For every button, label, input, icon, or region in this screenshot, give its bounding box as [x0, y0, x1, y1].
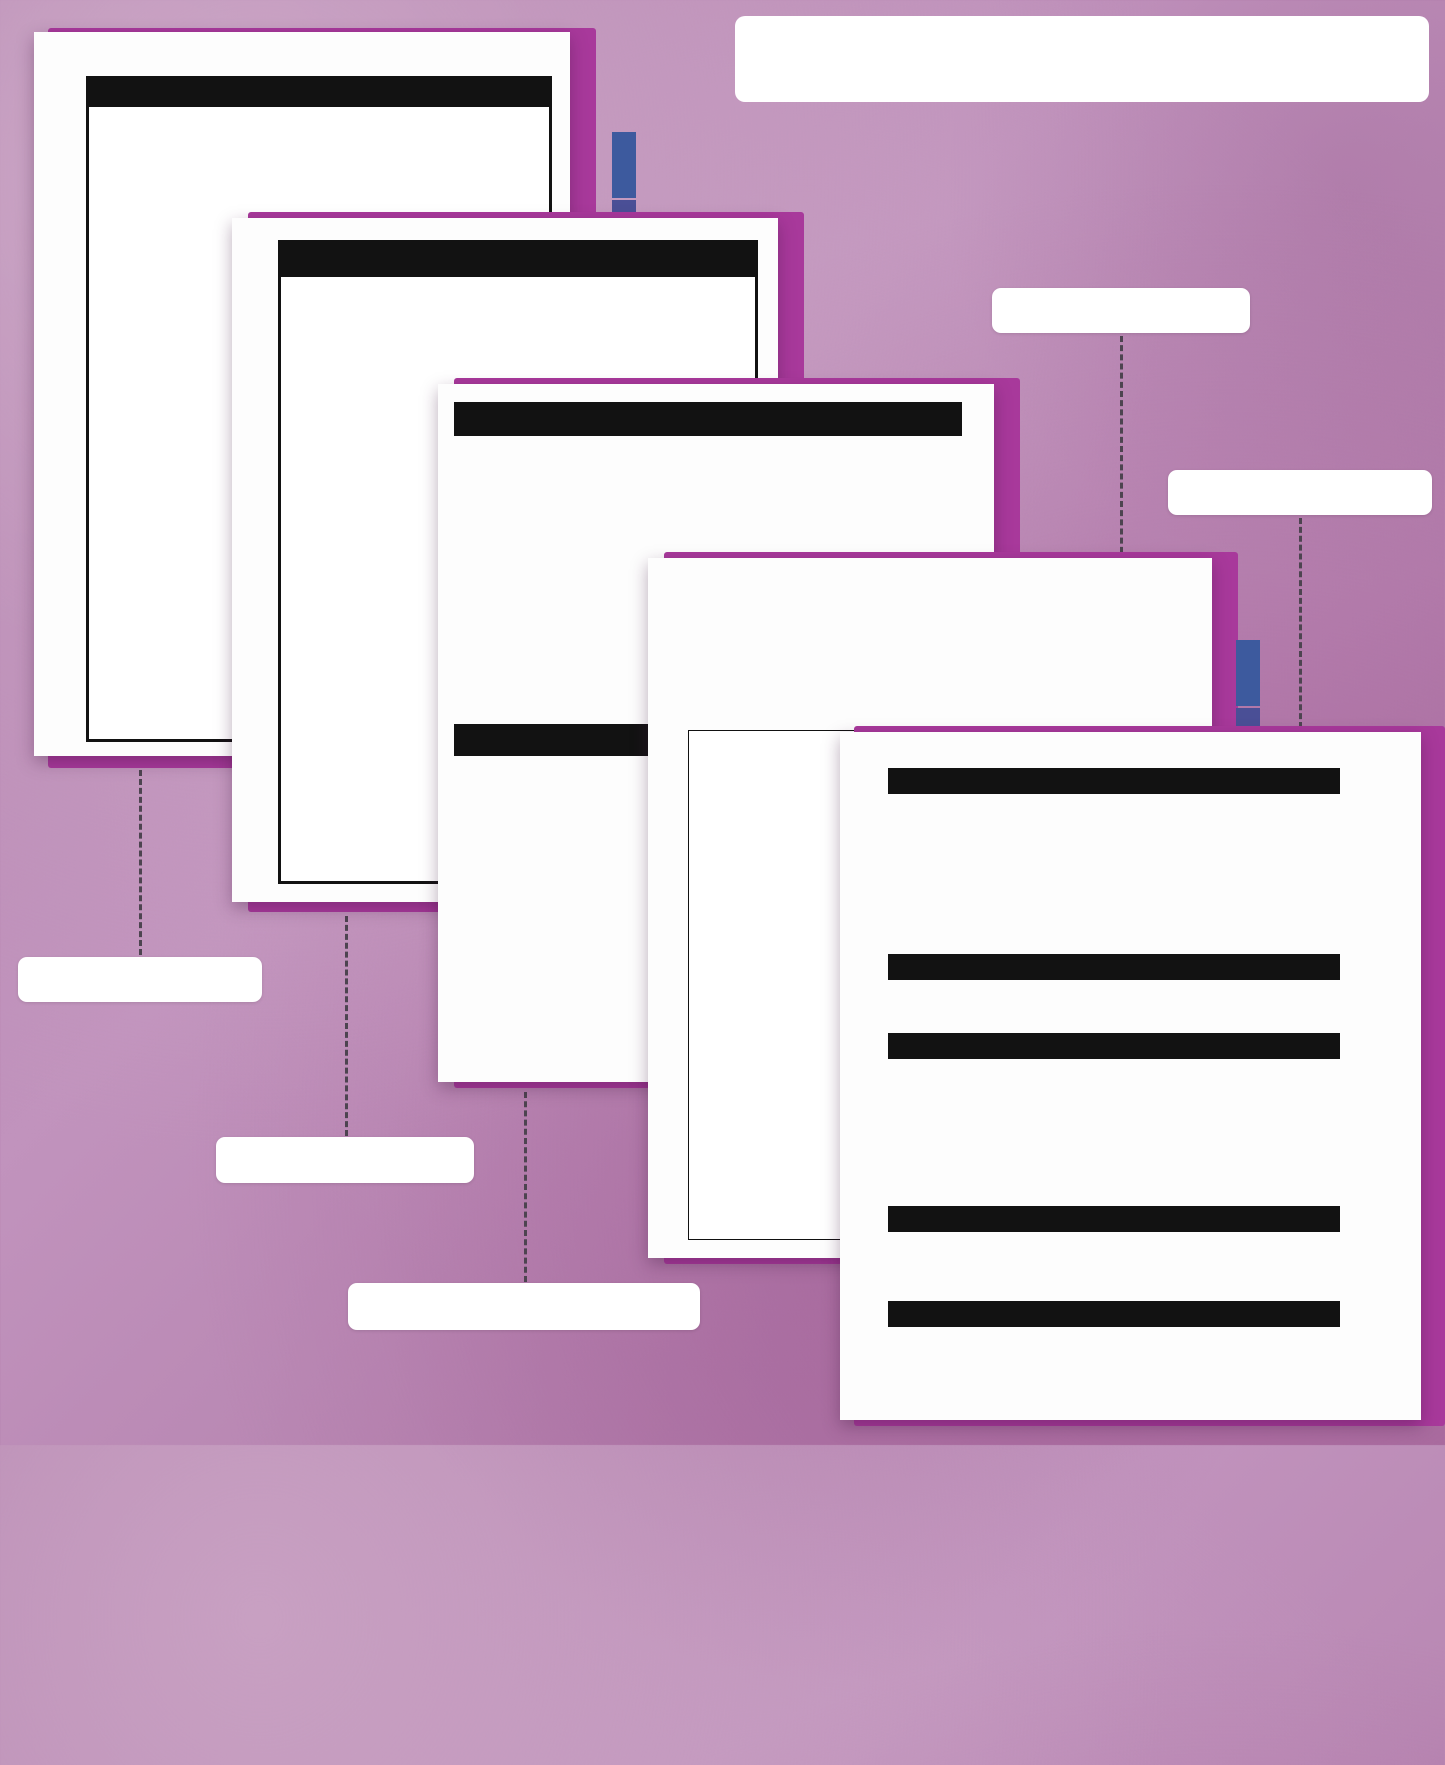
page-title	[735, 16, 1429, 102]
callout-notes	[216, 1137, 474, 1183]
callout-info-page	[1168, 470, 1432, 515]
notes-title	[281, 243, 755, 277]
section-medical-information	[888, 1206, 1340, 1232]
punch-holes-holiday	[60, 28, 70, 768]
connector-line-info	[1299, 518, 1302, 728]
punch-holes-future	[674, 552, 684, 1264]
connector-line-2year	[524, 1092, 527, 1282]
month-tab-feb-future[interactable]	[1236, 640, 1260, 706]
connector-line-future	[1120, 336, 1123, 562]
callout-two-year-calendars	[348, 1283, 700, 1330]
section-general-information	[888, 768, 1340, 794]
punch-holes-info	[866, 726, 876, 1426]
connector-line-notes	[345, 916, 348, 1136]
connector-line-holidays	[139, 770, 142, 955]
section-automobile-information	[888, 1301, 1340, 1327]
callout-holidays	[18, 957, 262, 1002]
section-emergency-information	[888, 1033, 1340, 1059]
holiday-list-title	[89, 79, 549, 107]
section-credit-card-information	[888, 954, 1340, 980]
calendar-2026-title	[454, 402, 962, 436]
callout-future-plan	[992, 288, 1250, 333]
general-information-page	[840, 726, 1445, 1426]
month-tab-feb-holiday[interactable]	[612, 132, 636, 198]
holiday-column-headers	[89, 111, 549, 141]
punch-holes-notes	[258, 212, 268, 912]
